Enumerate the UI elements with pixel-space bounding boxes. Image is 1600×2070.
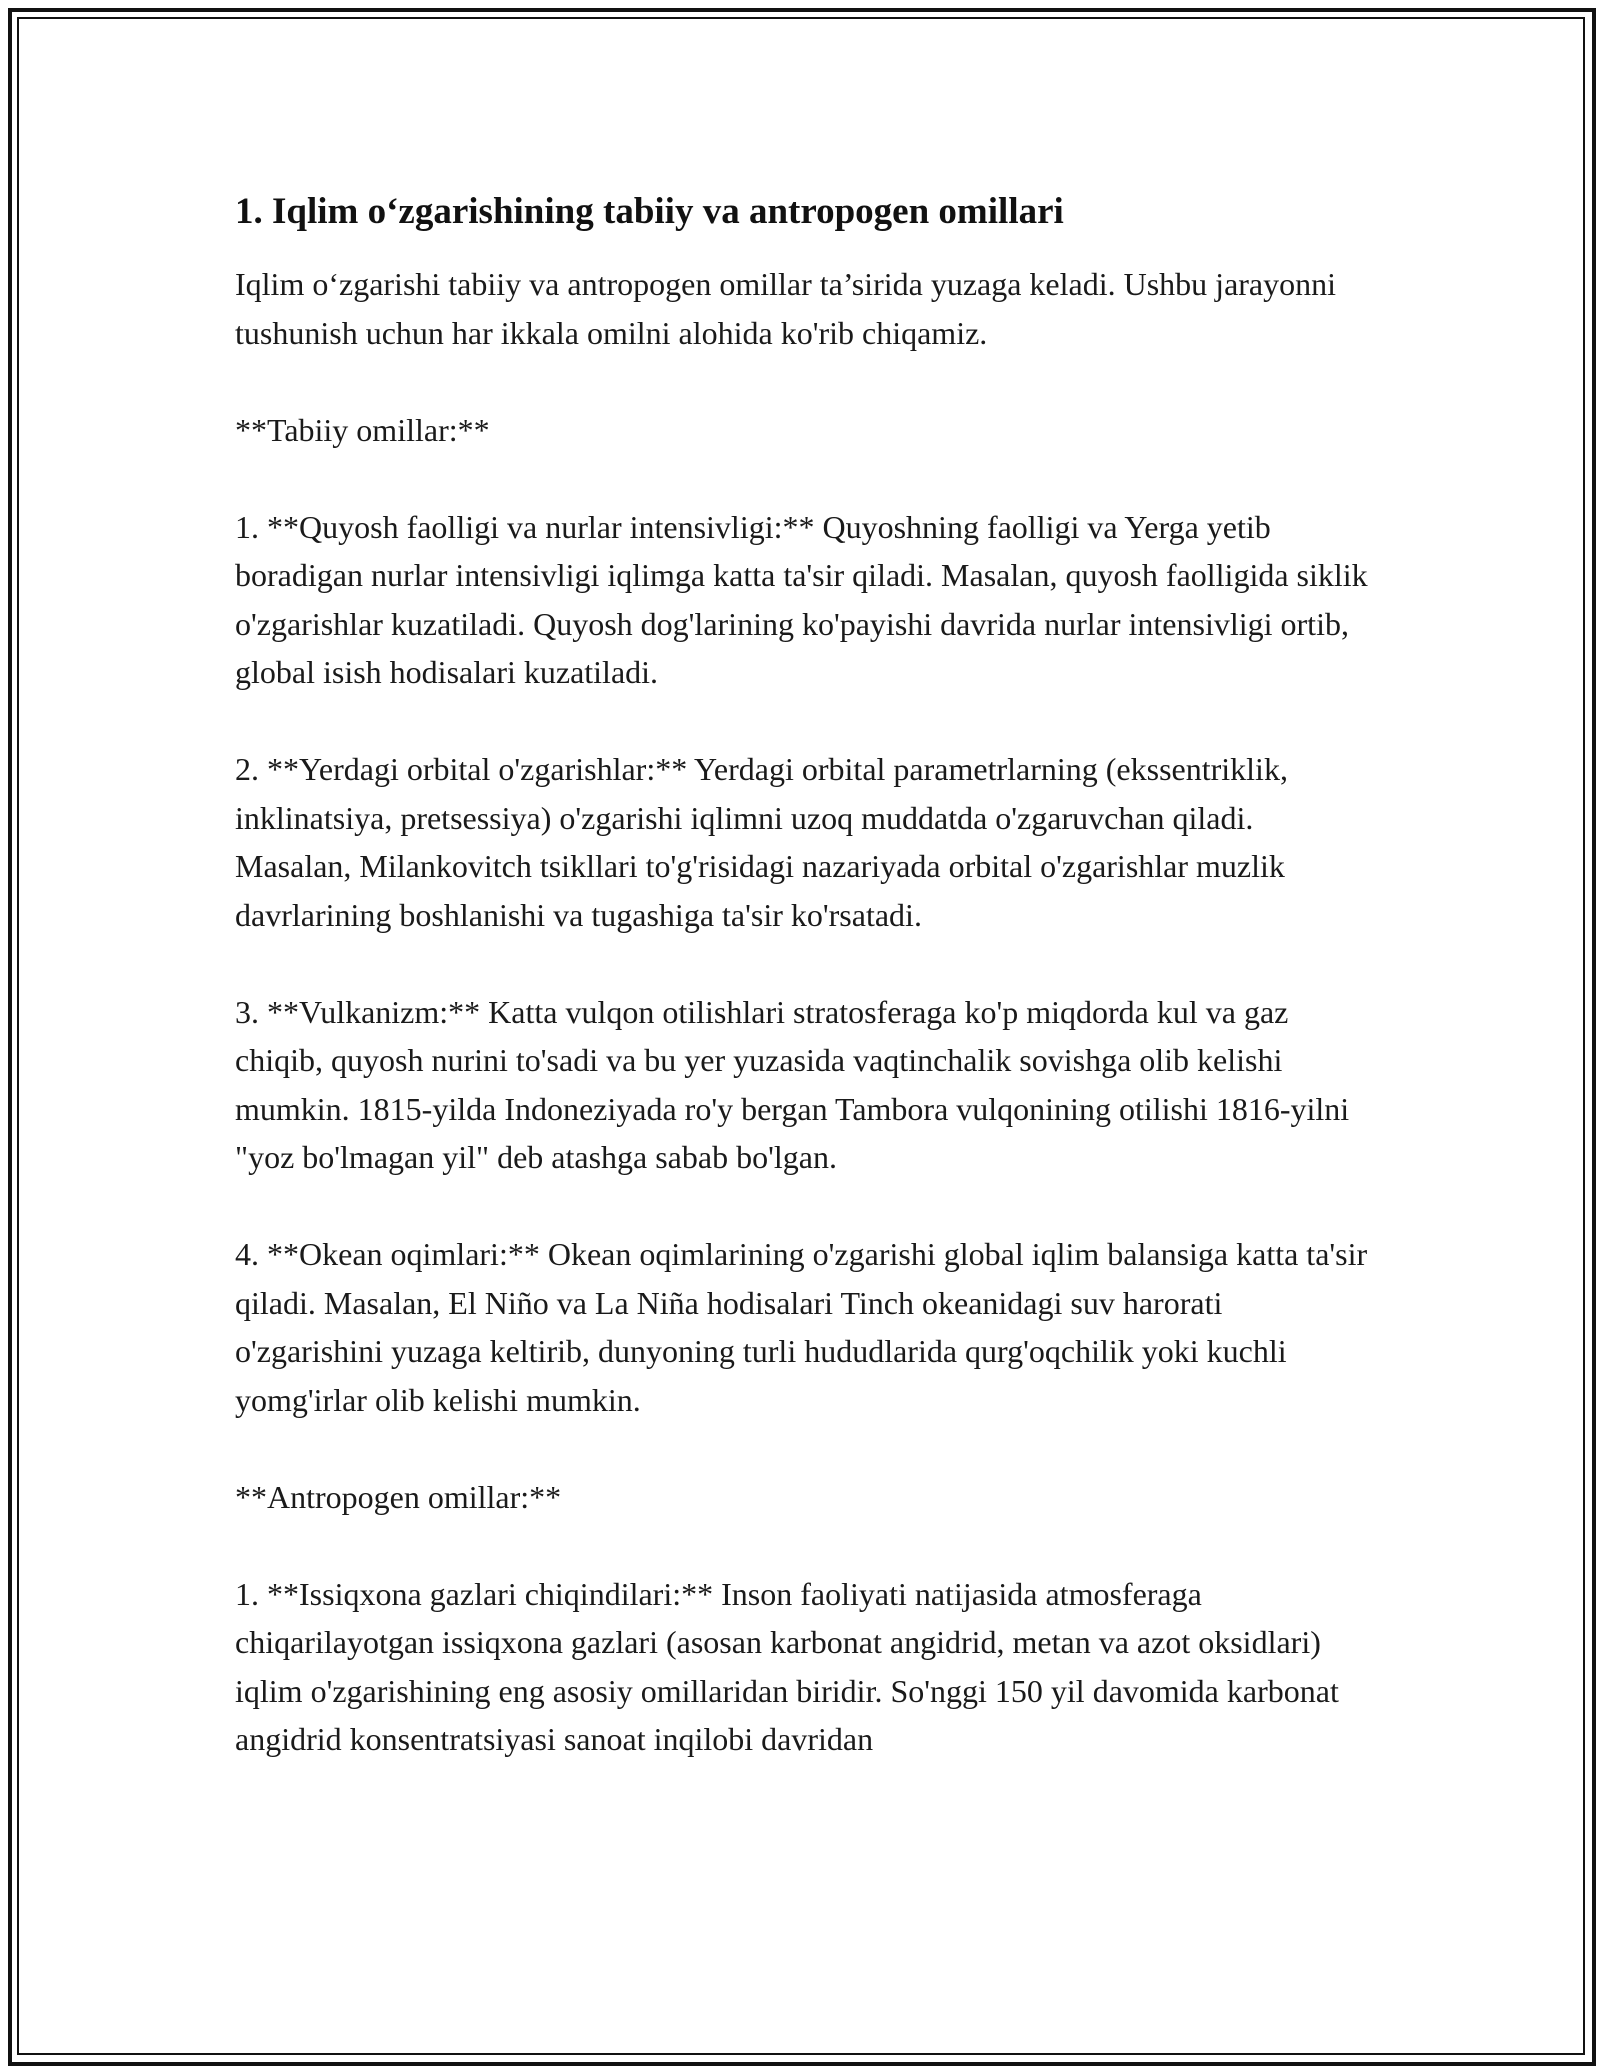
natural-factor-item: 4. **Okean oqimlari:** Okean oqimlarining o'zgarishi global iqlim balansiga katta ta'sir qiladi. Masalan, El Niño va La Niña hodisalari Tinch okeanidagi suv harorati o'zgarishini yuzaga keltirib, dunyoning turli hududlarida qurg'oqchilik yoki kuchli yomg'irlar olib kelishi mumkin. [235,1236,1368,1418]
anthropogenic-factor-item: 1. **Issiqxona gazlari chiqindilari:** Inson faoliyati natijasida atmosferaga chiqarilayotgan issiqxona gazlari (asosan karbonat angidrid, metan va azot oksidlari) iqlim o'zgarishining eng asosiy omillaridan biridir. So'nggi 150 yil davomida karbonat angidrid konsentratsiyasi sanoat inqilobi davridan [235,1575,1339,1757]
section-heading: 1. Iqlim o‘zgarishining tabiiy va antropogen omillari [235,191,1064,232]
natural-factor-item: 3. **Vulkanizm:** Katta vulqon otilishlari stratosferaga ko'p miqdorda kul va gaz chiqib, quyosh nurini to'sadi va bu yer yuzasida vaqtinchalik sovishga olib kelishi mumkin. 1815-yilda Indoneziyada ro'y bergan Tambora vulqonining otilishi 1816-yilni "yoz bo'lmagan yil" deb atashga sabab bo'lgan. [235,993,1350,1175]
natural-factors-heading: **Tabiiy omillar:** [235,411,490,448]
anthropogenic-factors-heading: **Antropogen omillar:** [235,1478,562,1515]
natural-factor-item: 1. **Quyosh faolligi va nurlar intensivligi:** Quyoshning faolligi va Yerga yetib boradigan nurlar intensivligi iqlimga katta ta'sir qiladi. Masalan, quyosh faolligida siklik o'zgarishlar kuzatiladi. Quyosh dog'larining ko'payishi davrida nurlar intensivligi ortib, global isish hodisalari kuzatiladi. [235,508,1368,690]
natural-factor-item: 2. **Yerdagi orbital o'zgarishlar:** Yerdagi orbital parametrlarning (ekssentriklik, inklinatsiya, pretsessiya) o'zgarishi iqlimni uzoq muddatda o'zgaruvchan qiladi. Masalan, Milankovitch tsikllari to'g'risidagi nazariyada orbital o'zgarishlar muzlik davrlarining boshlanishi va tugashiga ta'sir ko'rsatadi. [235,751,1288,933]
intro-paragraph: Iqlim o‘zgarishi tabiiy va antropogen omillar ta’sirida yuzaga keladi. Ushbu jarayonni tushunish uchun har ikkala omilni alohida ko'rib chiqamiz. [235,266,1337,351]
document-body [235,187,1370,1812]
